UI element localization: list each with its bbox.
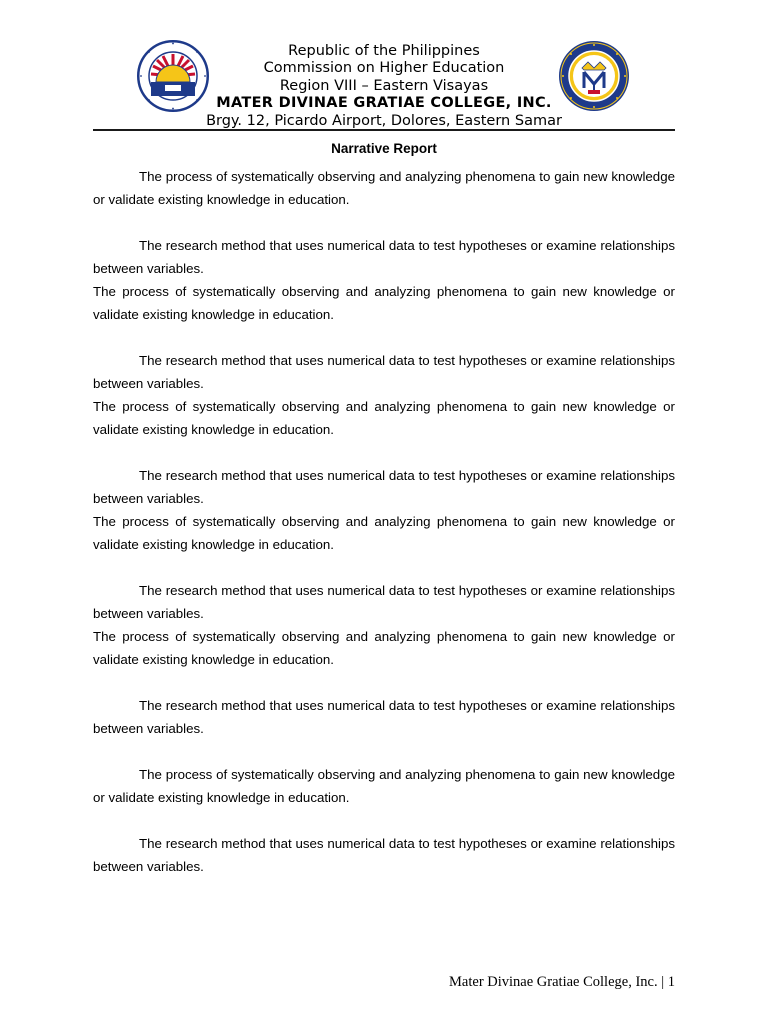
page-footer: Mater Divinae Gratiae College, Inc. | 1: [449, 974, 675, 990]
letterhead: [0, 40, 768, 130]
report-title: Narrative Report: [331, 141, 437, 156]
paragraph: The research method that uses numerical data to test hypotheses or examine relationships between variables.: [93, 698, 675, 736]
letterhead-text: [0, 43, 768, 130]
mdgc-seal-icon: [558, 40, 630, 112]
paragraph: The research method that uses numerical data to test hypotheses or examine relationships between variables.: [93, 238, 675, 276]
college-name: MATER DIVINAE GRATIAE COLLEGE, INC.: [216, 95, 552, 112]
paragraph: The process of systematically observing and analyzing phenomena to gain new knowledge or validate existing knowledge in education.: [93, 399, 675, 437]
paragraph: The research method that uses numerical data to test hypotheses or examine relationships between variables.: [93, 583, 675, 621]
paragraph: The process of systematically observing and analyzing phenomena to gain new knowledge or validate existing knowledge in education.: [93, 169, 675, 207]
report-body: [93, 165, 675, 878]
college-address: Brgy. 12, Picardo Airport, Dolores, Eastern Samar: [206, 112, 562, 129]
paragraph: The research method that uses numerical data to test hypotheses or examine relationships between variables.: [93, 468, 675, 506]
paragraph: The research method that uses numerical data to test hypotheses or examine relationships between variables.: [93, 353, 675, 391]
paragraph: The process of systematically observing and analyzing phenomena to gain new knowledge or validate existing knowledge in education.: [93, 767, 675, 805]
paragraph: The process of systematically observing and analyzing phenomena to gain new knowledge or validate existing knowledge in education.: [93, 284, 675, 322]
paragraph: The process of systematically observing and analyzing phenomena to gain new knowledge or validate existing knowledge in education.: [93, 629, 675, 667]
republic-line: Republic of the Philippines: [288, 43, 480, 59]
paragraph: The research method that uses numerical data to test hypotheses or examine relationships between variables.: [93, 836, 675, 874]
commission-line: Commission on Higher Education: [263, 60, 505, 77]
header-divider: [93, 129, 675, 131]
paragraph: The process of systematically observing and analyzing phenomena to gain new knowledge or validate existing knowledge in education.: [93, 514, 675, 552]
region-line: Region VIII – Eastern Visayas: [279, 77, 489, 94]
